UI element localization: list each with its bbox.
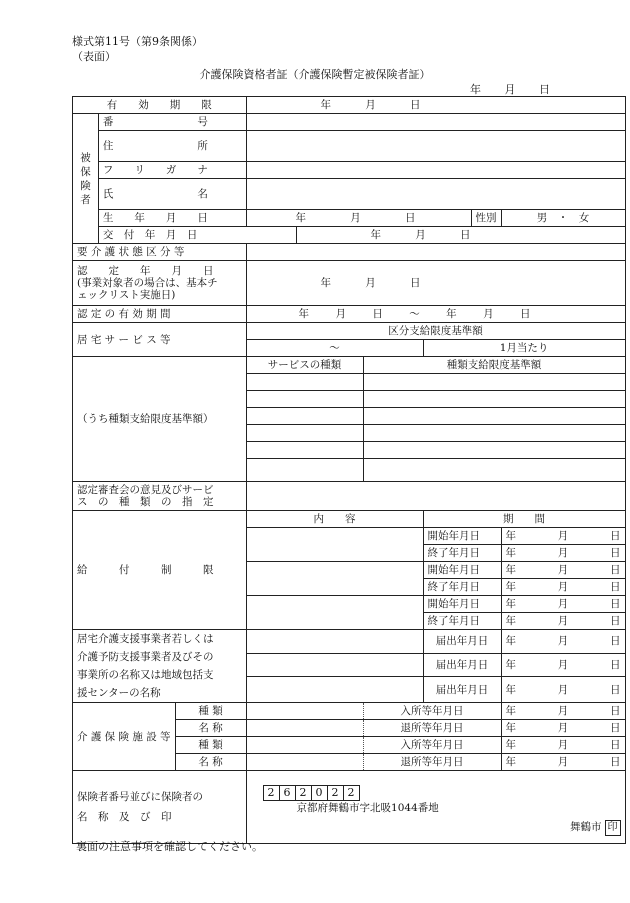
insured-group-label: 被 保 険 者 <box>73 114 99 244</box>
page-side: （表面） <box>72 50 116 63</box>
validity-row <box>73 97 626 114</box>
facility-kind-value[interactable] <box>246 737 363 754</box>
facility-name-value[interactable] <box>246 754 363 771</box>
facility-kind-label: 種 類 <box>175 737 246 754</box>
facility-label: 介 護 保 険 施 設 等 <box>73 703 176 771</box>
entry-date-label: 入所等年月日 <box>363 703 501 720</box>
facility-row: 介 護 保 険 施 設 等 種 類 入所等年月日 年 月 日 <box>73 703 626 720</box>
period-head: 期 間 <box>423 511 625 528</box>
start-date-label: 開始年月日 <box>423 562 501 579</box>
facility-row: 種 類 入所等年月日 年 月 日 <box>73 737 626 754</box>
insurer-label: 保険者番号並びに保険者の 名 称 及 び 印 <box>73 771 247 844</box>
limit-label: 区分支給限度基準額 <box>246 323 625 340</box>
birth-value[interactable]: 年 月 日 <box>246 210 471 227</box>
notify-date-label: 届出年月日 <box>423 630 501 654</box>
facility-name-label: 名 称 <box>175 754 246 771</box>
restriction-head-row <box>73 511 626 528</box>
exit-date-label: 退所等年月日 <box>363 754 501 771</box>
restriction-content[interactable] <box>246 528 423 562</box>
type-limit-label: （うち種類支給限度基準額） <box>73 357 247 482</box>
name-row <box>73 179 626 210</box>
cert-date-label: 認 定 年 月 日 (事業対象者の場合は、基本チ ェックリスト実施日) <box>73 261 247 306</box>
insurer-address: 京都府舞鶴市字北吸1044番地 <box>296 802 439 814</box>
opinion-label: 認定審査会の意見及びサービ ス の 種 類 の 指 定 <box>73 482 247 511</box>
insurer-name-line <box>251 820 621 836</box>
cert-period-value[interactable]: 年 月 日 ～ 年 月 日 <box>246 306 625 323</box>
restriction-label: 給 付 制 限 <box>73 511 247 630</box>
facility-name-label: 名 称 <box>175 720 246 737</box>
restriction-start-row: 開始年月日 年 月 日 <box>73 528 626 545</box>
per-month: 1月当たり <box>423 340 625 357</box>
cert-period-row <box>73 306 626 323</box>
support-value[interactable] <box>246 630 423 654</box>
insurer-row <box>73 771 626 844</box>
insured-number-label: 番 号 <box>98 114 246 131</box>
start-date-label: 開始年月日 <box>423 596 501 613</box>
name-value[interactable] <box>246 179 625 210</box>
notify-date-label: 届出年月日 <box>423 653 501 677</box>
support-row: 届出年月日 年 月 日 <box>73 653 626 677</box>
cert-date-value[interactable]: 年 月 日 <box>246 261 625 306</box>
exit-date-label: 退所等年月日 <box>363 720 501 737</box>
insurer-number: 2 6 2 0 2 2 <box>263 785 621 801</box>
restriction-content[interactable] <box>246 562 423 596</box>
type-limit-head-row <box>73 357 626 374</box>
support-label: 居宅介護支援事業者若しくは 介護予防支援事業者及びその 事業所の名称又は地域包括支 援センターの名称 <box>73 630 247 703</box>
facility-row: 名 称 退所等年月日 年 月 日 <box>73 720 626 737</box>
address-value[interactable] <box>246 131 625 162</box>
restriction-end-row: 終了年月日 年 月 日 <box>73 613 626 630</box>
issue-date-row <box>73 227 626 244</box>
end-date-label: 終了年月日 <box>423 613 501 630</box>
insured-number-row <box>73 114 626 131</box>
furigana-row <box>73 162 626 179</box>
furigana-value[interactable] <box>246 162 625 179</box>
home-service-row <box>73 323 626 340</box>
validity-label: 有 効 期 限 <box>73 97 247 114</box>
form-number: 様式第11号（第9条関係） <box>72 35 203 48</box>
limit-period[interactable]: ～ <box>246 340 423 357</box>
end-date-label: 終了年月日 <box>423 545 501 562</box>
support-value[interactable] <box>246 653 423 677</box>
restriction-content[interactable] <box>246 596 423 630</box>
birth-label: 生 年 月 日 <box>98 210 246 227</box>
issue-date-label: 交 付 年 月 日 <box>98 227 296 244</box>
care-level-row <box>73 244 626 261</box>
entry-date-label: 入所等年月日 <box>363 737 501 754</box>
service-type-head: サービスの種類 <box>246 357 363 374</box>
opinion-value[interactable] <box>246 482 625 511</box>
address-row <box>73 131 626 162</box>
validity-value[interactable]: 年 月 日 <box>246 97 625 114</box>
birth-row <box>73 210 626 227</box>
care-level-label: 要 介 護 状 態 区 分 等 <box>73 244 247 261</box>
gender-label: 性別 <box>471 210 501 227</box>
issue-date-header: 年 月 日 <box>470 83 550 96</box>
cert-period-label: 認 定 の 有 効 期 間 <box>73 306 247 323</box>
care-level-value[interactable] <box>246 244 625 261</box>
name-label: 氏 名 <box>98 179 246 210</box>
footer-note: 裏面の注意事項を確認してください。 <box>76 840 263 853</box>
notify-date-label: 届出年月日 <box>423 677 501 703</box>
facility-row: 名 称 退所等年月日 年 月 日 <box>73 754 626 771</box>
insured-number-value[interactable] <box>246 114 625 131</box>
facility-kind-value[interactable] <box>246 703 363 720</box>
insurer-value <box>246 771 625 844</box>
seal-icon: 印 <box>605 820 621 836</box>
restriction-end-row: 終了年月日 年 月 日 <box>73 545 626 562</box>
restriction-end-row: 終了年月日 年 月 日 <box>73 579 626 596</box>
insurer-name: 舞鶴市 <box>570 821 602 833</box>
restriction-start-row: 開始年月日 年 月 日 <box>73 562 626 579</box>
type-limit-head: 種類支給限度基準額 <box>363 357 625 374</box>
furigana-label: フ リ ガ ナ <box>98 162 246 179</box>
issue-date-value[interactable]: 年 月 日 <box>296 227 625 244</box>
facility-kind-label: 種 類 <box>175 703 246 720</box>
start-date-label: 開始年月日 <box>423 528 501 545</box>
support-value[interactable] <box>246 677 423 703</box>
support-row: 届出年月日 年 月 日 <box>73 677 626 703</box>
certificate-table <box>72 96 626 844</box>
document-title: 介護保険資格者証（介護保険暫定被保険者証） <box>199 68 431 81</box>
support-row: 居宅介護支援事業者若しくは 介護予防支援事業者及びその 事業所の名称又は地域包括支 援センターの名称 届出年月日 年 月 日 <box>73 630 626 654</box>
opinion-row <box>73 482 626 511</box>
facility-name-value[interactable] <box>246 720 363 737</box>
address-label: 住 所 <box>98 131 246 162</box>
restriction-start-row: 開始年月日 年 月 日 <box>73 596 626 613</box>
gender-value[interactable]: 男 ・ 女 <box>501 210 625 227</box>
end-date-label: 終了年月日 <box>423 579 501 596</box>
cert-date-row <box>73 261 626 306</box>
content-head: 内 容 <box>246 511 423 528</box>
home-service-label: 居 宅 サ ー ビ ス 等 <box>73 323 247 357</box>
